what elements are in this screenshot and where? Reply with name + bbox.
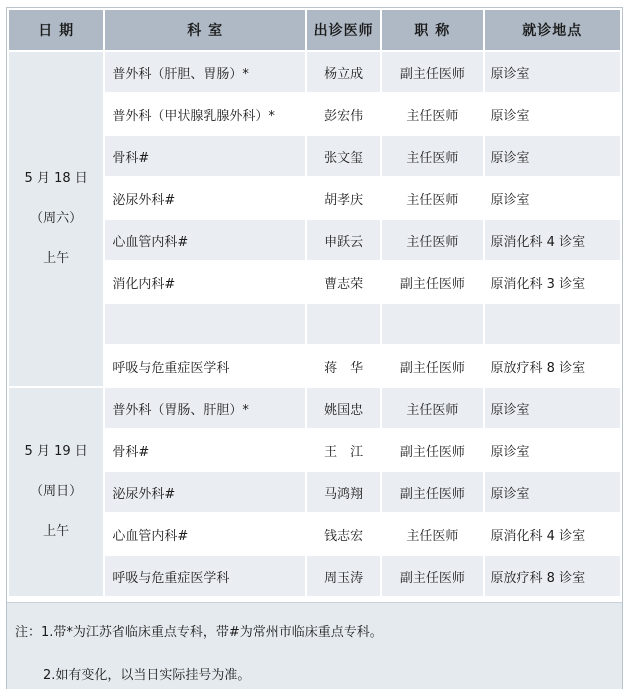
cell-doctor: 姚国忠 bbox=[307, 388, 380, 428]
cell-title: 副主任医师 bbox=[382, 346, 482, 386]
date-cell bbox=[9, 52, 103, 386]
date-period: 上午 bbox=[43, 524, 70, 539]
date-date: 5 月 18 日 bbox=[24, 171, 88, 186]
cell-dept: 消化内科# bbox=[105, 262, 305, 302]
table-row bbox=[9, 388, 620, 428]
header-doctor: 出诊医师 bbox=[307, 10, 380, 50]
cell-dept: 普外科（甲状腺乳腺外科）* bbox=[105, 94, 305, 134]
cell-location: 原诊室 bbox=[485, 472, 620, 512]
note-line-2: 2.如有变化，以当日实际挂号为准。 bbox=[43, 668, 251, 683]
cell-title: 主任医师 bbox=[382, 388, 482, 428]
cell-title: 主任医师 bbox=[382, 178, 482, 218]
cell-dept: 泌尿外科# bbox=[105, 472, 305, 512]
cell-doctor: 张文玺 bbox=[307, 136, 380, 176]
cell-title: 副主任医师 bbox=[382, 52, 482, 92]
cell-dept: 心血管内科# bbox=[105, 514, 305, 554]
notes-section bbox=[7, 602, 622, 689]
cell-location: 原诊室 bbox=[485, 178, 620, 218]
cell-dept: 骨科# bbox=[105, 136, 305, 176]
cell-dept: 呼吸与危重症医学科 bbox=[105, 556, 305, 596]
cell-title: 副主任医师 bbox=[382, 262, 482, 302]
cell-doctor: 彭宏伟 bbox=[307, 94, 380, 134]
date-cell bbox=[9, 388, 103, 596]
cell-dept: 泌尿外科# bbox=[105, 178, 305, 218]
cell-dept bbox=[105, 304, 305, 344]
cell-dept: 普外科（胃肠、肝胆）* bbox=[105, 388, 305, 428]
cell-location: 原诊室 bbox=[485, 94, 620, 134]
cell-dept: 普外科（肝胆、胃肠）* bbox=[105, 52, 305, 92]
cell-doctor: 申跃云 bbox=[307, 220, 380, 260]
table-row bbox=[9, 52, 620, 92]
cell-title: 副主任医师 bbox=[382, 556, 482, 596]
header-date: 日 期 bbox=[9, 10, 103, 50]
cell-location: 原放疗科 8 诊室 bbox=[485, 556, 620, 596]
date-date: 5 月 19 日 bbox=[24, 444, 88, 459]
cell-dept: 心血管内科# bbox=[105, 220, 305, 260]
cell-location: 原诊室 bbox=[485, 52, 620, 92]
cell-title: 主任医师 bbox=[382, 514, 482, 554]
date-weekday: （周六） bbox=[30, 211, 83, 226]
cell-title: 主任医师 bbox=[382, 220, 482, 260]
cell-doctor: 周玉涛 bbox=[307, 556, 380, 596]
cell-doctor bbox=[307, 304, 380, 344]
cell-location: 原放疗科 8 诊室 bbox=[485, 346, 620, 386]
header-title: 职 称 bbox=[382, 10, 482, 50]
cell-doctor: 胡孝庆 bbox=[307, 178, 380, 218]
cell-title: 主任医师 bbox=[382, 136, 482, 176]
cell-location: 原消化科 3 诊室 bbox=[485, 262, 620, 302]
cell-title: 副主任医师 bbox=[382, 430, 482, 470]
cell-location: 原诊室 bbox=[485, 430, 620, 470]
date-weekday: （周日） bbox=[30, 484, 83, 499]
cell-title bbox=[382, 304, 482, 344]
schedule-panel bbox=[6, 7, 623, 689]
header-row bbox=[9, 10, 620, 50]
cell-location: 原诊室 bbox=[485, 136, 620, 176]
cell-title: 主任医师 bbox=[382, 94, 482, 134]
cell-doctor: 曹志荣 bbox=[307, 262, 380, 302]
cell-doctor: 蒋 华 bbox=[307, 346, 380, 386]
cell-location bbox=[485, 304, 620, 344]
cell-doctor: 王 江 bbox=[307, 430, 380, 470]
cell-title: 副主任医师 bbox=[382, 472, 482, 512]
cell-location: 原诊室 bbox=[485, 388, 620, 428]
date-period: 上午 bbox=[43, 251, 70, 266]
schedule-table bbox=[7, 8, 622, 598]
cell-dept: 呼吸与危重症医学科 bbox=[105, 346, 305, 386]
header-location: 就诊地点 bbox=[485, 10, 620, 50]
cell-doctor: 杨立成 bbox=[307, 52, 380, 92]
cell-location: 原消化科 4 诊室 bbox=[485, 514, 620, 554]
cell-location: 原消化科 4 诊室 bbox=[485, 220, 620, 260]
cell-dept: 骨科# bbox=[105, 430, 305, 470]
cell-doctor: 钱志宏 bbox=[307, 514, 380, 554]
header-dept: 科 室 bbox=[105, 10, 305, 50]
cell-doctor: 马鸿翔 bbox=[307, 472, 380, 512]
note-line-1: 注：1.带*为江苏省临床重点专科，带#为常州市临床重点专科。 bbox=[15, 625, 383, 640]
